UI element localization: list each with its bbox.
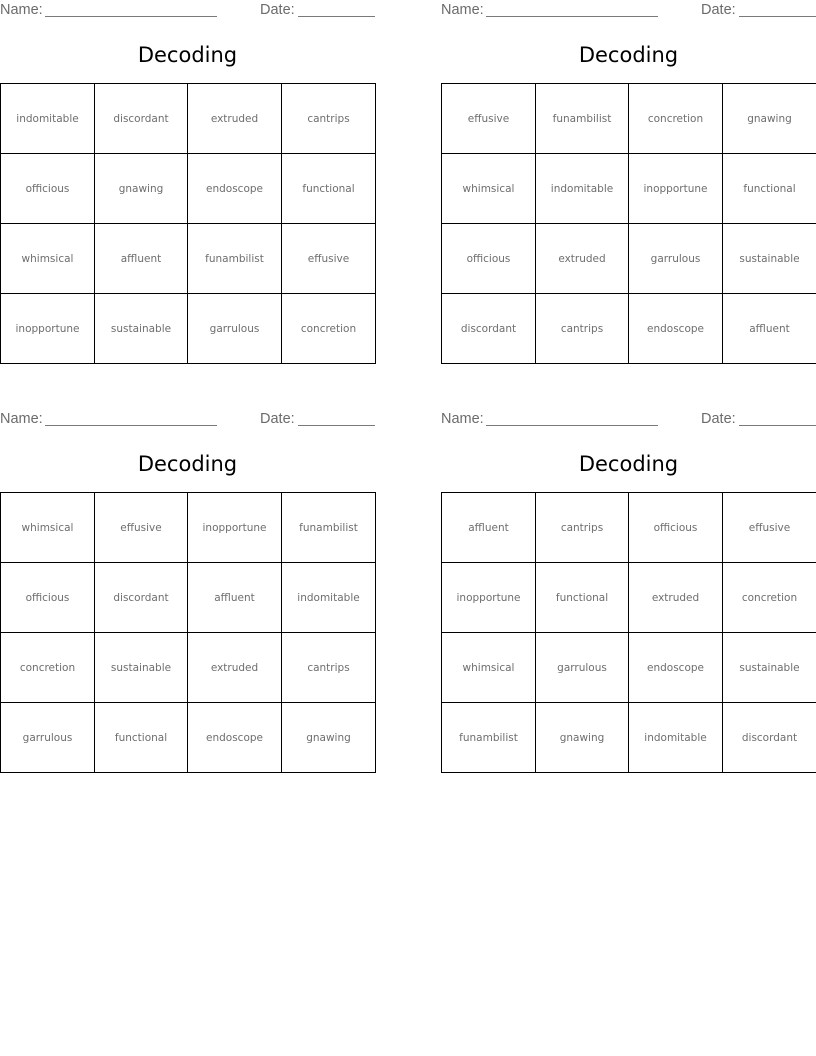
grid-row [1, 84, 376, 154]
name-date-line [441, 0, 816, 22]
grid-row [1, 154, 376, 224]
grid-cell[interactable]: sustainable [723, 224, 816, 294]
grid-cell[interactable]: cantrips [282, 84, 376, 154]
grid-cell[interactable]: garrulous [1, 703, 95, 773]
grid-cell[interactable]: cantrips [536, 294, 629, 364]
grid-cell[interactable]: funambilist [282, 493, 376, 563]
grid-row [442, 154, 816, 224]
grid-cell[interactable]: concretion [723, 563, 816, 633]
name-label: Name: [0, 411, 43, 427]
grid-cell[interactable]: gnawing [536, 703, 629, 773]
grid-cell[interactable]: functional [536, 563, 629, 633]
name-label: Name: [0, 2, 43, 18]
grid-cell[interactable]: inopportune [442, 563, 536, 633]
grid-row [442, 84, 816, 154]
grid-cell[interactable]: effusive [282, 224, 376, 294]
grid-cell[interactable]: indomitable [282, 563, 376, 633]
grid-row [442, 493, 816, 563]
date-blank[interactable] [739, 16, 816, 17]
word-grid [0, 492, 376, 773]
grid-cell[interactable]: cantrips [536, 493, 629, 563]
grid-row [442, 703, 816, 773]
grid-row [1, 493, 376, 563]
grid-cell[interactable]: sustainable [95, 633, 188, 703]
grid-row [442, 294, 816, 364]
grid-cell[interactable]: affluent [442, 493, 536, 563]
grid-cell[interactable]: endoscope [629, 633, 723, 703]
grid-cell[interactable]: officious [442, 224, 536, 294]
grid-row [1, 294, 376, 364]
grid-cell[interactable]: officious [629, 493, 723, 563]
grid-cell[interactable]: extruded [629, 563, 723, 633]
grid-row [1, 563, 376, 633]
date-label: Date: [701, 411, 736, 427]
grid-cell[interactable]: functional [282, 154, 376, 224]
bingo-card-1 [0, 0, 375, 335]
name-blank[interactable] [45, 425, 217, 426]
word-grid [0, 83, 376, 364]
name-date-line [0, 409, 375, 431]
grid-cell[interactable]: funambilist [188, 224, 282, 294]
grid-cell[interactable]: inopportune [1, 294, 95, 364]
grid-cell[interactable]: indomitable [629, 703, 723, 773]
name-date-line [441, 409, 816, 431]
grid-cell[interactable]: discordant [723, 703, 816, 773]
name-label: Name: [441, 2, 484, 18]
grid-cell[interactable]: whimsical [442, 154, 536, 224]
grid-cell[interactable]: whimsical [1, 224, 95, 294]
grid-cell[interactable]: functional [723, 154, 816, 224]
grid-cell[interactable]: concretion [1, 633, 95, 703]
grid-row [1, 633, 376, 703]
grid-cell[interactable]: extruded [188, 633, 282, 703]
grid-row [442, 633, 816, 703]
grid-row [1, 703, 376, 773]
card-title: Decoding [137, 43, 238, 67]
grid-cell[interactable]: discordant [95, 563, 188, 633]
grid-cell[interactable]: concretion [282, 294, 376, 364]
card-title: Decoding [578, 43, 679, 67]
word-grid [441, 492, 816, 773]
grid-cell[interactable]: concretion [629, 84, 723, 154]
grid-cell[interactable]: affluent [188, 563, 282, 633]
grid-row [442, 563, 816, 633]
grid-cell[interactable]: officious [1, 154, 95, 224]
grid-cell[interactable]: sustainable [95, 294, 188, 364]
grid-cell[interactable]: extruded [536, 224, 629, 294]
grid-cell[interactable]: effusive [723, 493, 816, 563]
grid-cell[interactable]: funambilist [442, 703, 536, 773]
date-blank[interactable] [298, 425, 375, 426]
bingo-card-2 [441, 0, 816, 335]
card-title: Decoding [137, 452, 238, 476]
grid-cell[interactable]: cantrips [282, 633, 376, 703]
date-label: Date: [260, 411, 295, 427]
grid-cell[interactable]: discordant [442, 294, 536, 364]
grid-row [1, 224, 376, 294]
grid-cell[interactable]: functional [95, 703, 188, 773]
grid-cell[interactable]: indomitable [1, 84, 95, 154]
word-grid [441, 83, 816, 364]
grid-cell[interactable]: garrulous [629, 224, 723, 294]
grid-cell[interactable]: effusive [95, 493, 188, 563]
date-blank[interactable] [739, 425, 816, 426]
grid-cell[interactable]: discordant [95, 84, 188, 154]
grid-cell[interactable]: effusive [442, 84, 536, 154]
grid-cell[interactable]: whimsical [1, 493, 95, 563]
name-blank[interactable] [45, 16, 217, 17]
name-date-line [0, 0, 375, 22]
grid-row [442, 224, 816, 294]
grid-cell[interactable]: inopportune [629, 154, 723, 224]
grid-cell[interactable]: indomitable [536, 154, 629, 224]
name-blank[interactable] [486, 16, 658, 17]
name-blank[interactable] [486, 425, 658, 426]
grid-cell[interactable]: sustainable [723, 633, 816, 703]
grid-cell[interactable]: affluent [723, 294, 816, 364]
grid-cell[interactable]: garrulous [536, 633, 629, 703]
grid-cell[interactable]: affluent [95, 224, 188, 294]
grid-cell[interactable]: whimsical [442, 633, 536, 703]
grid-cell[interactable]: endoscope [629, 294, 723, 364]
bingo-card-3 [0, 409, 375, 744]
name-label: Name: [441, 411, 484, 427]
date-blank[interactable] [298, 16, 375, 17]
card-title: Decoding [578, 452, 679, 476]
grid-cell[interactable]: gnawing [282, 703, 376, 773]
date-label: Date: [701, 2, 736, 18]
grid-cell[interactable]: extruded [188, 84, 282, 154]
grid-cell[interactable]: garrulous [188, 294, 282, 364]
grid-cell[interactable]: endoscope [188, 154, 282, 224]
bingo-card-4 [441, 409, 816, 744]
grid-cell[interactable]: endoscope [188, 703, 282, 773]
grid-cell[interactable]: officious [1, 563, 95, 633]
grid-cell[interactable]: gnawing [723, 84, 816, 154]
grid-cell[interactable]: gnawing [95, 154, 188, 224]
grid-cell[interactable]: funambilist [536, 84, 629, 154]
date-label: Date: [260, 2, 295, 18]
grid-cell[interactable]: inopportune [188, 493, 282, 563]
